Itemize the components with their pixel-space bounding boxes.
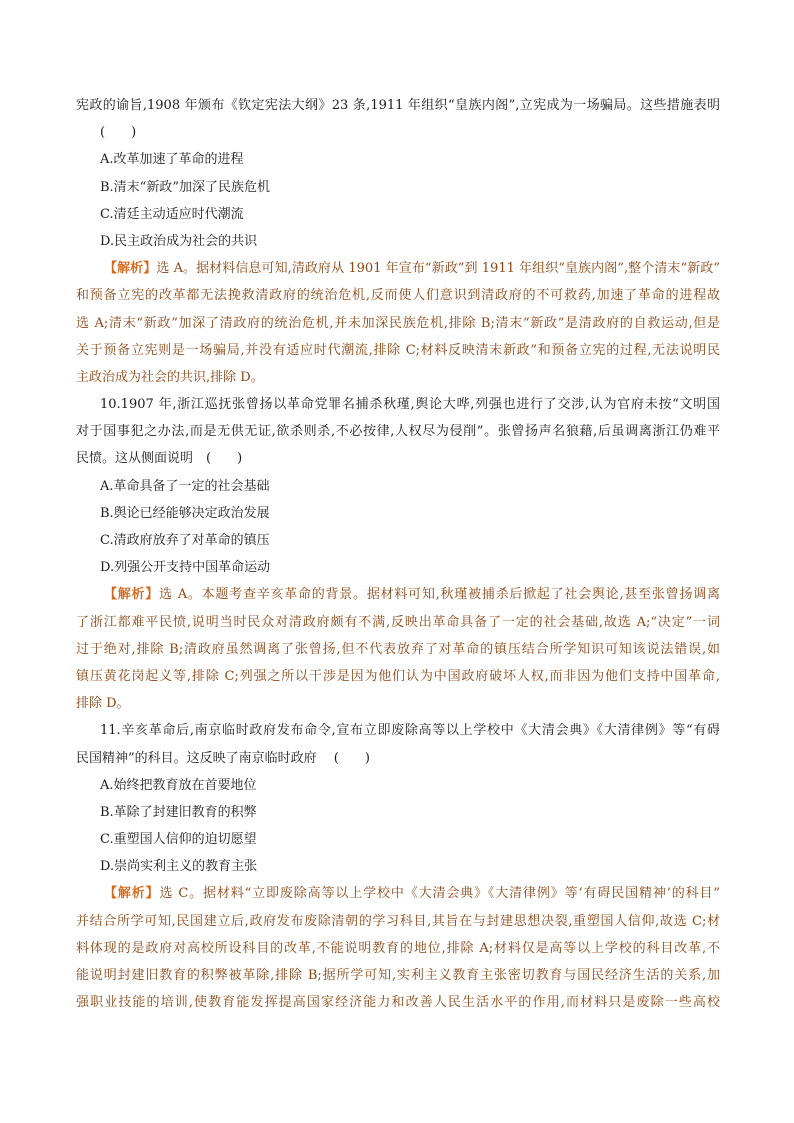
- q11-analysis-line: 能说明封建旧教育的积弊被革除,排除 B;据所学可知,实利主义教育主张密切教育与国民经济生活的关系,加: [76, 968, 720, 983]
- q10-analysis-line: 过于绝对,排除 B;清政府虽然调离了张曾扬,但不代表放弃了对革命的镇压结合所学知识可知该说法错误,如: [76, 641, 720, 657]
- analysis-text: 选 A。据材料信息可知,清政府从 1901 年宣布“新政”到 1911 年组织“皇族内阁”,整个清末“新政”: [156, 261, 720, 277]
- q9-stem-line: 宪政的谕旨,1908 年颁布《钦定宪法大纲》23 条,1911 年组织“皇族内阁”,立宪成为一场骗局。这些措施表明: [76, 98, 720, 113]
- q10-option-c: C.清政府放弃了对革命的镇压: [100, 533, 270, 548]
- q11-stem-line: 民国精神”的科目。这反映了南京临时政府 ( ): [76, 750, 370, 766]
- q9-option-a: A.改革加速了革命的进程: [100, 152, 244, 168]
- q10-analysis-line: [76, 585, 720, 605]
- q10-analysis-line: 排除 D。: [76, 696, 130, 712]
- analysis-label: 【解析】: [104, 261, 157, 277]
- q11-analysis-line: [76, 884, 720, 904]
- q10-analysis-line: 镇压黄花岗起义等,排除 C;列强之所以干涉是因为他们认为中国政府破坏人权,而非因为他们支持中国革命,: [76, 668, 720, 684]
- q9-option-c: C.清廷主动适应时代潮流: [100, 206, 244, 222]
- q11-option-c: C.重塑国人信仰的迫切愿望: [100, 832, 257, 848]
- q10-stem-line: 对于国事犯之办法,而是无供无证,欲杀则杀,不必按律,人权尽为侵削”。张曾扬声名狼藉,后虽调离浙江仍难平: [76, 424, 720, 440]
- q11-analysis-line: 并结合所学可知,民国建立后,政府发布废除清朝的学习科目,其旨在与封建思想决裂,重塑国人信仰,故选 C;材: [76, 913, 720, 929]
- q11-stem-line: 11.辛亥革命后,南京临时政府发布命令,宣布立即废除高等以上学校中《大清会典》《大清律例》等“有碍: [100, 723, 720, 739]
- q9-answer-blank: ( ): [100, 125, 137, 141]
- analysis-label: 【解析】: [104, 587, 160, 603]
- q11-option-b: B.革除了封建旧教育的积弊: [100, 804, 257, 820]
- q9-option-d: D.民主政治成为社会的共识: [100, 233, 258, 249]
- q10-analysis-line: 了浙江都难平民愤,说明当时民众对清政府颇有不满,反映出革命具备了一定的社会基础,故选 A;“决定”一词: [76, 614, 720, 630]
- q10-option-b: B.舆论已经能够决定政治发展: [100, 505, 270, 521]
- q10-stem-line: 民愤。这从侧面说明 ( ): [76, 451, 243, 467]
- q11-analysis-line: 料体现的是政府对高校所设科目的改革,不能说明教育的地位,排除 A;材料仅是高等以上学校的科目改革,不: [76, 940, 720, 956]
- q10-stem-line: 10.1907 年,浙江巡抚张曾扬以革命党罪名捕杀秋瑾,舆论大哗,列强也进行了交涉,认为官府未按“文明国: [100, 397, 720, 413]
- q9-analysis-line: 主政治成为社会的共识,排除 D。: [76, 369, 264, 385]
- q11-option-d: D.崇尚实利主义的教育主张: [100, 859, 258, 875]
- q10-option-a: A.革命具备了一定的社会基础: [100, 478, 270, 494]
- q9-analysis-line: 关于预备立宪则是一场骗局,并没有适应时代潮流,排除 C;材料反映清末新政”和预备立宪的过程,无法说明民: [76, 342, 720, 358]
- q9-analysis-line: 和预备立宪的改革都无法挽救清政府的统治危机,反而使人们意识到清政府的不可救药,加速了革命的进程故: [76, 288, 720, 304]
- analysis-text: 选 A。本题考查辛亥革命的背景。据材料可知,秋瑾被捕杀后掀起了社会舆论,甚至张曾扬调离: [159, 587, 720, 603]
- analysis-text: 选 C。据材料“立即废除高等以上学校中《大清会典》《大清律例》等‘有碍民国精神’的科目”: [159, 886, 720, 902]
- analysis-label: 【解析】: [104, 886, 160, 902]
- q9-analysis-line: 选 A;清末“新政”加深了清政府的统治危机,并未加深民族危机,排除 B;清末“新政”是清政府的自救运动,但是: [76, 315, 720, 331]
- q11-option-a: A.始终把教育放在首要地位: [100, 777, 257, 793]
- q9-analysis-line: [76, 259, 720, 279]
- q10-option-d: D.列强公开支持中国革命运动: [100, 560, 271, 576]
- q11-analysis-line: 强职业技能的培训,使教育能发挥提高国家经济能力和改善人民生活水平的作用,而材料只是废除一些高校: [76, 995, 720, 1011]
- q9-option-b: B.清末“新政”加深了民族危机: [100, 179, 270, 195]
- document-content: [76, 96, 720, 1020]
